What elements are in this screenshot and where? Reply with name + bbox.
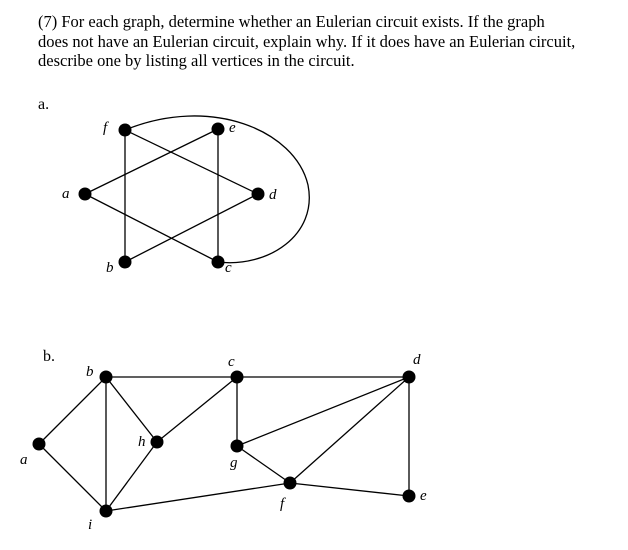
vertex-b-f <box>284 477 297 490</box>
label-a-f: f <box>103 120 108 136</box>
vertex-a-b <box>119 256 132 269</box>
edge-b-a <box>39 377 106 444</box>
label-b-a: a <box>20 452 28 468</box>
label-b-e: e <box>420 488 427 504</box>
edge-d-g <box>237 377 409 446</box>
label-b-b: b <box>86 364 94 380</box>
problem-line-1: (7) For each graph, determine whether an Eulerian circuit exists. If the graph <box>38 12 545 31</box>
label-b-c: c <box>228 354 235 370</box>
vertex-a-c <box>212 256 225 269</box>
edge-h-i <box>106 442 157 511</box>
label-b-i: i <box>88 517 93 533</box>
label-b-h: h <box>138 434 146 450</box>
label-b-f: f <box>280 496 285 512</box>
vertex-b-i <box>100 505 113 518</box>
graph-a-vertices <box>79 123 265 269</box>
edge-e-a <box>85 129 218 194</box>
edge-a-c <box>85 194 218 262</box>
label-a-c: c <box>225 260 232 276</box>
edge-b-h <box>106 377 157 442</box>
edge-f-c-curve <box>125 116 309 263</box>
vertex-b-d <box>403 371 416 384</box>
label-a-b: b <box>106 260 114 276</box>
graph-b-label: b. <box>43 348 55 365</box>
label-a-d: d <box>269 187 277 203</box>
edge-f-d <box>125 130 258 194</box>
edge-c-h <box>157 377 237 442</box>
edge-f-e <box>290 483 409 496</box>
graph-a-label: a. <box>38 96 50 113</box>
vertex-b-h <box>151 436 164 449</box>
label-a-a: a <box>62 186 70 202</box>
vertex-a-d <box>252 188 265 201</box>
vertex-a-a <box>79 188 92 201</box>
edge-b-d <box>125 194 258 262</box>
vertex-b-c <box>231 371 244 384</box>
edge-a-i <box>39 444 106 511</box>
problem-line-2: does not have an Eulerian circuit, explain why. If it does have an Eulerian circuit, <box>38 31 576 51</box>
vertex-b-e <box>403 490 416 503</box>
problem-line-3: describe one by listing all vertices in the circuit. <box>38 51 355 70</box>
label-b-g: g <box>230 455 238 471</box>
vertex-a-f <box>119 124 132 137</box>
vertex-a-e <box>212 123 225 136</box>
vertex-b-b <box>100 371 113 384</box>
vertex-b-g <box>231 440 244 453</box>
edge-g-f <box>237 446 290 483</box>
label-b-d: d <box>413 352 421 368</box>
edge-d-f <box>290 377 409 483</box>
vertex-b-a <box>33 438 46 451</box>
label-a-e: e <box>229 120 236 136</box>
graph-b-edges <box>39 377 409 511</box>
edge-i-f <box>106 483 290 511</box>
